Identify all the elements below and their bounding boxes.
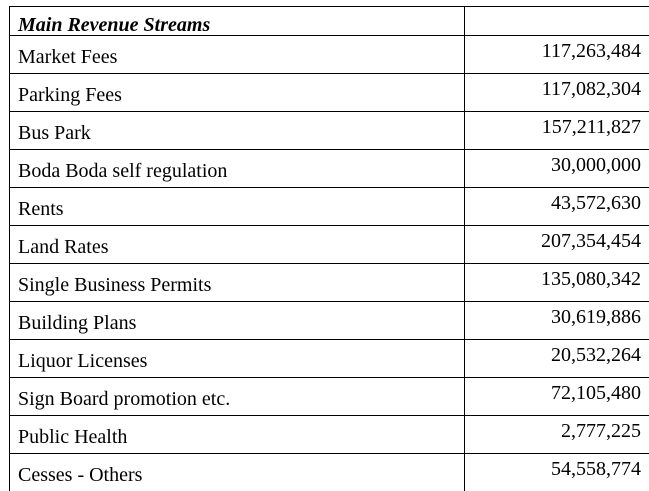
row-value: 54,558,774 [465,454,649,491]
row-value: 2,777,225 [465,416,649,454]
table-header-row [10,7,649,36]
table-row [10,378,649,416]
row-value: 117,082,304 [465,74,649,112]
table-row [10,150,649,188]
table-row [10,340,649,378]
table-row [10,416,649,454]
row-value: 72,105,480 [465,378,649,416]
section-heading: Main Revenue Streams [10,7,465,36]
revenue-streams-table [9,6,649,491]
row-label: Sign Board promotion etc. [10,378,465,416]
row-label: Parking Fees [10,74,465,112]
table-row [10,188,649,226]
row-value: 117,263,484 [465,36,649,74]
row-label: Building Plans [10,302,465,340]
row-label: Single Business Permits [10,264,465,302]
row-label: Bus Park [10,112,465,150]
row-label: Rents [10,188,465,226]
table-row [10,36,649,74]
row-label: Market Fees [10,36,465,74]
row-value: 157,211,827 [465,112,649,150]
row-value: 43,572,630 [465,188,649,226]
table-row [10,454,649,491]
row-value: 30,619,886 [465,302,649,340]
row-value: 30,000,000 [465,150,649,188]
table-row [10,226,649,264]
row-label: Land Rates [10,226,465,264]
table-row [10,264,649,302]
table-row [10,112,649,150]
table-row [10,302,649,340]
table-row [10,74,649,112]
row-label: Liquor Licenses [10,340,465,378]
row-value: 135,080,342 [465,264,649,302]
row-value: 207,354,454 [465,226,649,264]
row-value: 20,532,264 [465,340,649,378]
header-value-cell [465,7,649,36]
row-label: Public Health [10,416,465,454]
row-label: Cesses - Others [10,454,465,491]
row-label: Boda Boda self regulation [10,150,465,188]
